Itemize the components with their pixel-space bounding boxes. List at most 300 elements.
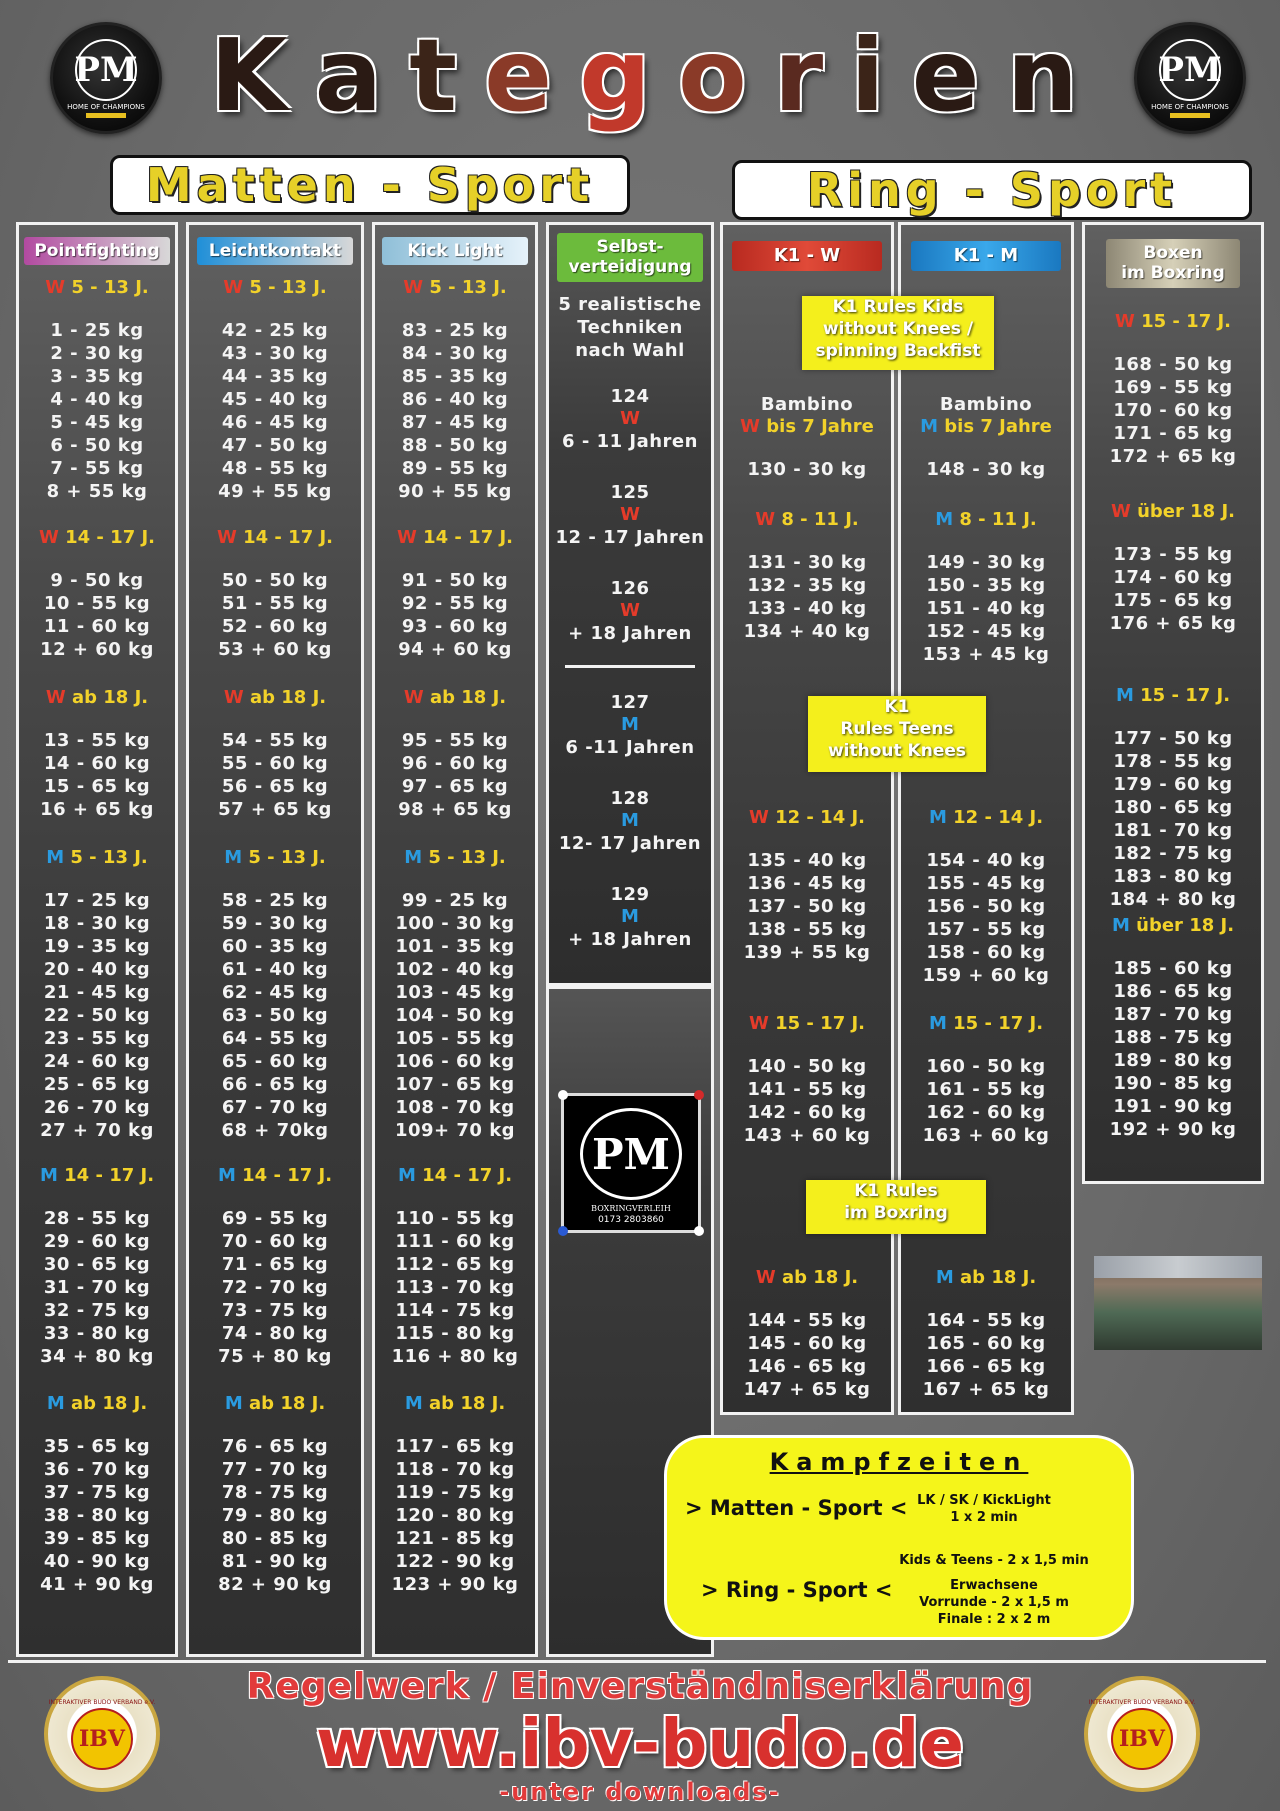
pm-logo-mark: PM (75, 39, 137, 101)
weight-class: 150 - 35 kg (926, 575, 1046, 596)
weight-class: 22 - 50 kg (43, 1005, 151, 1026)
footer-divider (8, 1660, 1266, 1663)
weight-class: 133 - 40 kg (747, 598, 867, 619)
weight-class: 71 - 65 kg (221, 1254, 329, 1275)
k1-rules-teens-box (808, 696, 986, 772)
ibv-logo-right (1084, 1676, 1200, 1792)
ibv-ring-text: INTERAKTIVER BUDO VERBAND e.V. (48, 1698, 156, 1706)
age-group-label (375, 527, 535, 549)
weight-class: 80 - 85 kg (221, 1528, 329, 1549)
weight-class: 61 - 40 kg (221, 959, 329, 980)
selbst-number: 128 (610, 788, 650, 809)
photo-ceiling (1094, 1256, 1262, 1278)
weight-class: 188 - 75 kg (1113, 1027, 1233, 1048)
weight-class: 141 - 55 kg (747, 1079, 867, 1100)
weight-class: 29 - 60 kg (43, 1231, 151, 1252)
weight-class: 107 - 65 kg (395, 1074, 515, 1095)
age-group-label (19, 847, 175, 869)
weight-class: 105 - 55 kg (395, 1028, 515, 1049)
footer-website-link[interactable]: www.ibv-budo.de (316, 1705, 964, 1782)
weight-list (1085, 957, 1261, 1141)
weight-list (1085, 727, 1261, 911)
weight-class: 89 - 55 kg (401, 458, 509, 479)
weight-list (901, 1309, 1071, 1401)
weight-class: 182 - 75 kg (1113, 843, 1233, 864)
weight-class: 25 - 65 kg (43, 1074, 151, 1095)
weight-list (19, 729, 175, 821)
weight-list (189, 729, 361, 821)
weight-list (19, 889, 175, 1142)
header-boxen (1106, 239, 1240, 288)
weight-list (723, 849, 891, 964)
pm-logo-sub: BOXRINGVERLEIH (591, 1204, 671, 1213)
sex-marker: M (397, 1165, 416, 1186)
age-group-label (901, 509, 1071, 531)
weight-class: 46 - 45 kg (221, 412, 329, 433)
weight-class: 48 - 55 kg (221, 458, 329, 479)
weight-class: 17 - 25 kg (43, 890, 151, 911)
weight-class: 30 - 65 kg (43, 1254, 151, 1275)
weight-class: 60 - 35 kg (221, 936, 329, 957)
title-letter: o (678, 16, 749, 134)
divider (565, 665, 695, 668)
weight-class: 163 + 60 kg (922, 1125, 1050, 1146)
detail-line: Vorrunde - 2 x 1,5 m (919, 1595, 1069, 1610)
weight-list (375, 569, 535, 661)
age-range: ab 18 J. (775, 1267, 859, 1288)
age-group-label (1085, 685, 1261, 707)
age-range: 14 - 17 J. (235, 1165, 333, 1186)
weight-class: 1 - 25 kg (50, 320, 144, 341)
age-range: 14 - 17 J. (416, 527, 514, 548)
column-boxen (1082, 222, 1264, 1184)
weight-class: 158 - 60 kg (926, 942, 1046, 963)
sex-marker: W (748, 1013, 769, 1034)
weight-class: 112 - 65 kg (395, 1254, 515, 1275)
weight-class: 81 - 90 kg (221, 1551, 329, 1572)
title-letter: e (484, 16, 555, 134)
logo-subtitle: HOME OF CHAMPIONS (1151, 102, 1229, 111)
age-range: 5 - 13 J. (243, 277, 327, 298)
weight-class: 137 - 50 kg (747, 896, 867, 917)
weight-class: 186 - 65 kg (1113, 981, 1233, 1002)
weight-list (19, 1435, 175, 1596)
weight-class: 165 - 60 kg (926, 1333, 1046, 1354)
weight-class: 122 - 90 kg (395, 1551, 515, 1572)
weight-class: 154 - 40 kg (926, 850, 1046, 871)
sex-marker: W (755, 1267, 776, 1288)
weight-class: 166 - 65 kg (926, 1356, 1046, 1377)
sex-marker: M (39, 1165, 58, 1186)
kampf-ring-label: > Ring - Sport < (701, 1578, 893, 1602)
head-line: im Boxring (1121, 263, 1225, 284)
weight-class: 65 - 60 kg (221, 1051, 329, 1072)
age-group-label (19, 527, 175, 549)
sex-marker: M (217, 1165, 236, 1186)
footer-downloads-note: -unter downloads- (499, 1778, 781, 1806)
sex-marker: M (935, 509, 954, 530)
kampf-matten-detail (889, 1492, 1079, 1526)
weight-class: 103 - 45 kg (395, 982, 515, 1003)
ibv-emblem: IBV (71, 1708, 133, 1770)
sex-marker: W (1110, 501, 1131, 522)
selbst-age: 6 - 11 Jahren (562, 431, 698, 452)
weight-class: 37 - 75 kg (43, 1482, 151, 1503)
weight-class: 27 + 70 kg (40, 1120, 154, 1141)
weight-class: 92 - 55 kg (401, 593, 509, 614)
column-pointfighting (16, 222, 178, 1657)
age-group-label (19, 1393, 175, 1415)
age-range: ab 18 J. (242, 1393, 326, 1414)
title-letter: r (773, 16, 826, 134)
weight-class: 78 - 75 kg (221, 1482, 329, 1503)
weight-class: 187 - 70 kg (1113, 1004, 1233, 1025)
weight-class: 111 - 60 kg (395, 1231, 515, 1252)
weight-class: 156 - 50 kg (926, 896, 1046, 917)
age-range: bis 7 Jahre (938, 416, 1052, 437)
ibv-logo-left (44, 1676, 160, 1792)
age-group-label (189, 687, 361, 709)
weight-class: 23 - 55 kg (43, 1028, 151, 1049)
ibv-emblem: IBV (1111, 1708, 1173, 1770)
weight-class: 74 - 80 kg (221, 1323, 329, 1344)
selbst-number: 126 (610, 578, 650, 599)
head-line: Boxen (1143, 243, 1203, 263)
weight-class: 147 + 65 kg (743, 1379, 871, 1400)
weight-class: 5 - 45 kg (50, 412, 144, 433)
age-range: ab 18 J. (423, 687, 507, 708)
footer-rules-text: Regelwerk / Einverständniserklärung (246, 1666, 1034, 1707)
weight-list (723, 1055, 891, 1147)
weight-group (1085, 501, 1261, 635)
age-range: ab 18 J. (422, 1393, 506, 1414)
age-group-label (1085, 501, 1261, 523)
weight-class: 100 - 30 kg (395, 913, 515, 934)
header-selbstverteidigung (557, 233, 703, 282)
weight-group (189, 1165, 361, 1368)
sex-marker: M (404, 847, 423, 868)
weight-class: 49 + 55 kg (218, 481, 332, 502)
box-line: without Knees (827, 741, 967, 761)
kampf-ring-detail (879, 1552, 1109, 1628)
weight-class: 123 + 90 kg (391, 1574, 519, 1595)
age-range: 15 - 17 J. (1134, 311, 1232, 332)
selbst-item (549, 385, 711, 453)
weight-class: 161 - 55 kg (926, 1079, 1046, 1100)
age-group-label (901, 1013, 1071, 1035)
weight-class: 132 - 35 kg (747, 575, 867, 596)
weight-group (375, 687, 535, 821)
bambino-label: Bambino (939, 394, 1033, 415)
weight-class: 16 + 65 kg (40, 799, 154, 820)
age-range: ab 18 J. (243, 687, 327, 708)
weight-class: 21 - 45 kg (43, 982, 151, 1003)
weight-list (375, 889, 535, 1142)
weight-list (375, 1435, 535, 1596)
sex-marker: W (1114, 311, 1135, 332)
weight-class: 77 - 70 kg (221, 1459, 329, 1480)
weight-class: 67 - 70 kg (221, 1097, 329, 1118)
age-group-label (723, 509, 891, 531)
column-header: Pointfighting (24, 237, 170, 265)
weight-class: 178 - 55 kg (1113, 751, 1233, 772)
weight-class: 51 - 55 kg (221, 593, 329, 614)
weight-class: 155 - 45 kg (926, 873, 1046, 894)
weight-class: 152 - 45 kg (926, 621, 1046, 642)
selbst-item (549, 691, 711, 759)
weight-class: 52 - 60 kg (221, 616, 329, 637)
weight-class: 59 - 30 kg (221, 913, 329, 934)
age-group-label (723, 1013, 891, 1035)
weight-class: 135 - 40 kg (747, 850, 867, 871)
event-crowd-photo (1094, 1256, 1262, 1350)
pm-logo-letters: PM (580, 1108, 682, 1200)
sex-marker: W (748, 807, 769, 828)
column-kicklight (372, 222, 538, 1657)
weight-class: 119 - 75 kg (395, 1482, 515, 1503)
sex-marker: M (46, 847, 65, 868)
intro-line: 5 realistische (558, 294, 702, 315)
sex-marker: W (403, 687, 424, 708)
weight-class: 73 - 75 kg (221, 1300, 329, 1321)
age-group-label (375, 277, 535, 299)
age-group-label (1085, 311, 1261, 333)
weight-class: 183 - 80 kg (1113, 866, 1233, 887)
age-range: über 18 J. (1129, 915, 1235, 936)
weight-class: 42 - 25 kg (221, 320, 329, 341)
sex-marker: W (755, 509, 776, 530)
weight-group (1085, 685, 1261, 911)
weight-class: 85 - 35 kg (401, 366, 509, 387)
age-group-label (19, 687, 175, 709)
left-club-logo (50, 22, 162, 134)
weight-class: 38 - 80 kg (43, 1505, 151, 1526)
age-range: 5 - 13 J. (242, 847, 326, 868)
weight-class: 91 - 50 kg (401, 570, 509, 591)
weight-class: 130 - 30 kg (747, 459, 867, 480)
intro-line: nach Wahl (575, 340, 685, 361)
weight-class: 189 - 80 kg (1113, 1050, 1233, 1071)
weight-class: 55 - 60 kg (221, 753, 329, 774)
age-range: bis 7 Jahre (760, 416, 874, 437)
column-header: Kick Light (382, 237, 528, 265)
sex-marker: M (404, 1393, 423, 1414)
sex-marker: W (403, 277, 424, 298)
detail-line: LK / SK / KickLight (917, 1493, 1051, 1508)
weight-list (723, 1309, 891, 1401)
weight-class: 54 - 55 kg (221, 730, 329, 751)
title-letter: K (210, 16, 290, 134)
sex-marker: W (396, 527, 417, 548)
weight-class: 146 - 65 kg (747, 1356, 867, 1377)
weight-class: 184 + 80 kg (1109, 889, 1237, 910)
weight-class: 44 - 35 kg (221, 366, 329, 387)
weight-class: 43 - 30 kg (221, 343, 329, 364)
weight-class: 167 + 65 kg (922, 1379, 1050, 1400)
weight-class: 145 - 60 kg (747, 1333, 867, 1354)
weight-group (375, 1165, 535, 1368)
detail-line: Kids & Teens - 2 x 1,5 min (899, 1553, 1089, 1568)
weight-class: 169 - 55 kg (1113, 377, 1233, 398)
weight-group (901, 807, 1071, 987)
weight-class: 10 - 55 kg (43, 593, 151, 614)
pm-logo-mark: PM (1159, 39, 1221, 101)
weight-list (189, 889, 361, 1142)
weight-class: 192 + 90 kg (1109, 1119, 1237, 1140)
weight-list (19, 1207, 175, 1368)
weight-list (375, 729, 535, 821)
weight-group (723, 1013, 891, 1147)
weight-class: 41 + 90 kg (40, 1574, 154, 1595)
weight-class: 153 + 45 kg (922, 644, 1050, 665)
sex-marker: M (920, 416, 939, 437)
weight-class: 45 - 40 kg (221, 389, 329, 410)
sex-marker: M (928, 807, 947, 828)
weight-group (19, 1393, 175, 1596)
age-group-label (901, 416, 1071, 438)
age-range: 15 - 17 J. (1133, 685, 1231, 706)
weight-class: 159 + 60 kg (922, 965, 1050, 986)
weight-class: 87 - 45 kg (401, 412, 509, 433)
age-group-label (375, 1393, 535, 1415)
weight-group (723, 1267, 891, 1401)
weight-class: 106 - 60 kg (395, 1051, 515, 1072)
sex-marker: M (224, 1393, 243, 1414)
weight-group (901, 1267, 1071, 1401)
age-group-label (189, 527, 361, 549)
age-group-label (189, 847, 361, 869)
age-range: 8 - 11 J. (953, 509, 1037, 530)
sex-marker: W (620, 504, 640, 525)
age-range: 14 - 17 J. (57, 1165, 155, 1186)
weight-class: 173 - 55 kg (1113, 544, 1233, 565)
weight-class: 190 - 85 kg (1113, 1073, 1233, 1094)
weight-class: 101 - 35 kg (395, 936, 515, 957)
weight-class: 72 - 70 kg (221, 1277, 329, 1298)
weight-class: 185 - 60 kg (1113, 958, 1233, 979)
age-group-label (189, 1393, 361, 1415)
weight-class: 62 - 45 kg (221, 982, 329, 1003)
weight-class: 70 - 60 kg (221, 1231, 329, 1252)
age-range: 15 - 17 J. (768, 1013, 866, 1034)
weight-class: 143 + 60 kg (743, 1125, 871, 1146)
selbst-age: 12- 17 Jahren (558, 833, 702, 854)
sex-marker: M (621, 714, 639, 735)
weight-class: 172 + 65 kg (1109, 446, 1237, 467)
age-group-label (19, 1165, 175, 1187)
header-k1-w: K1 - W (732, 241, 882, 271)
kampfzeiten-title: Kampfzeiten (769, 1448, 1029, 1476)
weight-class: 148 - 30 kg (926, 459, 1046, 480)
weight-class: 56 - 65 kg (221, 776, 329, 797)
age-group-label (723, 416, 891, 438)
weight-class: 20 - 40 kg (43, 959, 151, 980)
weight-class: 50 - 50 kg (221, 570, 329, 591)
selbst-item (549, 577, 711, 645)
weight-class: 14 - 60 kg (43, 753, 151, 774)
weight-class: 160 - 50 kg (926, 1056, 1046, 1077)
weight-class: 104 - 50 kg (395, 1005, 515, 1026)
sex-marker: M (928, 1013, 947, 1034)
weight-group (723, 393, 891, 481)
weight-class: 138 - 55 kg (747, 919, 867, 940)
weight-class: 86 - 40 kg (401, 389, 509, 410)
weight-list (723, 551, 891, 643)
weight-class: 162 - 60 kg (926, 1102, 1046, 1123)
weight-class: 18 - 30 kg (43, 913, 151, 934)
age-group-label (19, 277, 175, 299)
weight-group (901, 509, 1071, 666)
age-range: 14 - 17 J. (415, 1165, 513, 1186)
weight-class: 3 - 35 kg (50, 366, 144, 387)
weight-class: 175 - 65 kg (1113, 590, 1233, 611)
weight-class: 114 - 75 kg (395, 1300, 515, 1321)
weight-list (19, 569, 175, 661)
weight-class: 144 - 55 kg (747, 1310, 867, 1331)
weight-class: 94 + 60 kg (398, 639, 512, 660)
sex-marker: M (1115, 685, 1134, 706)
weight-list (375, 319, 535, 503)
weight-group (1085, 915, 1261, 1141)
age-group-label (1085, 915, 1261, 937)
weight-list (901, 458, 1071, 481)
weight-class: 113 - 70 kg (395, 1277, 515, 1298)
weight-class: 57 + 65 kg (218, 799, 332, 820)
weight-class: 108 - 70 kg (395, 1097, 515, 1118)
logo-subtitle: HOME OF CHAMPIONS (67, 102, 145, 111)
selbst-intro (549, 293, 711, 362)
age-range: 5 - 13 J. (64, 847, 148, 868)
kampf-matten-label: > Matten - Sport < (685, 1496, 908, 1520)
sex-marker: W (45, 687, 66, 708)
weight-class: 149 - 30 kg (926, 552, 1046, 573)
weight-class: 118 - 70 kg (395, 1459, 515, 1480)
weight-group (19, 1165, 175, 1368)
weight-class: 6 - 50 kg (50, 435, 144, 456)
weight-group (189, 687, 361, 821)
sex-marker: M (935, 1267, 954, 1288)
age-group-label (375, 687, 535, 709)
corner-post (694, 1090, 704, 1100)
weight-class: 140 - 50 kg (747, 1056, 867, 1077)
selbst-number: 129 (610, 884, 650, 905)
column-selbstverteidigung (546, 222, 714, 986)
weight-class: 40 - 90 kg (43, 1551, 151, 1572)
selbst-item (549, 883, 711, 951)
intro-line: Techniken (577, 317, 683, 338)
detail-line: Finale : 2 x 2 m (937, 1612, 1051, 1627)
title-letter: g (579, 16, 653, 134)
weight-list (1085, 353, 1261, 468)
weight-class: 93 - 60 kg (401, 616, 509, 637)
weight-class: 7 - 55 kg (50, 458, 144, 479)
weight-group (19, 687, 175, 821)
box-line: K1 Rules (854, 1181, 938, 1201)
age-range: ab 18 J. (953, 1267, 1037, 1288)
weight-class: 95 - 55 kg (401, 730, 509, 751)
selbst-number: 125 (610, 482, 650, 503)
weight-class: 171 - 65 kg (1113, 423, 1233, 444)
age-group-label (189, 1165, 361, 1187)
weight-class: 90 + 55 kg (398, 481, 512, 502)
age-group-label (189, 277, 361, 299)
sex-marker: M (621, 810, 639, 831)
weight-class: 176 + 65 kg (1109, 613, 1237, 634)
weight-class: 15 - 65 kg (43, 776, 151, 797)
weight-list (375, 1207, 535, 1368)
weight-class: 117 - 65 kg (395, 1436, 515, 1457)
weight-class: 151 - 40 kg (926, 598, 1046, 619)
